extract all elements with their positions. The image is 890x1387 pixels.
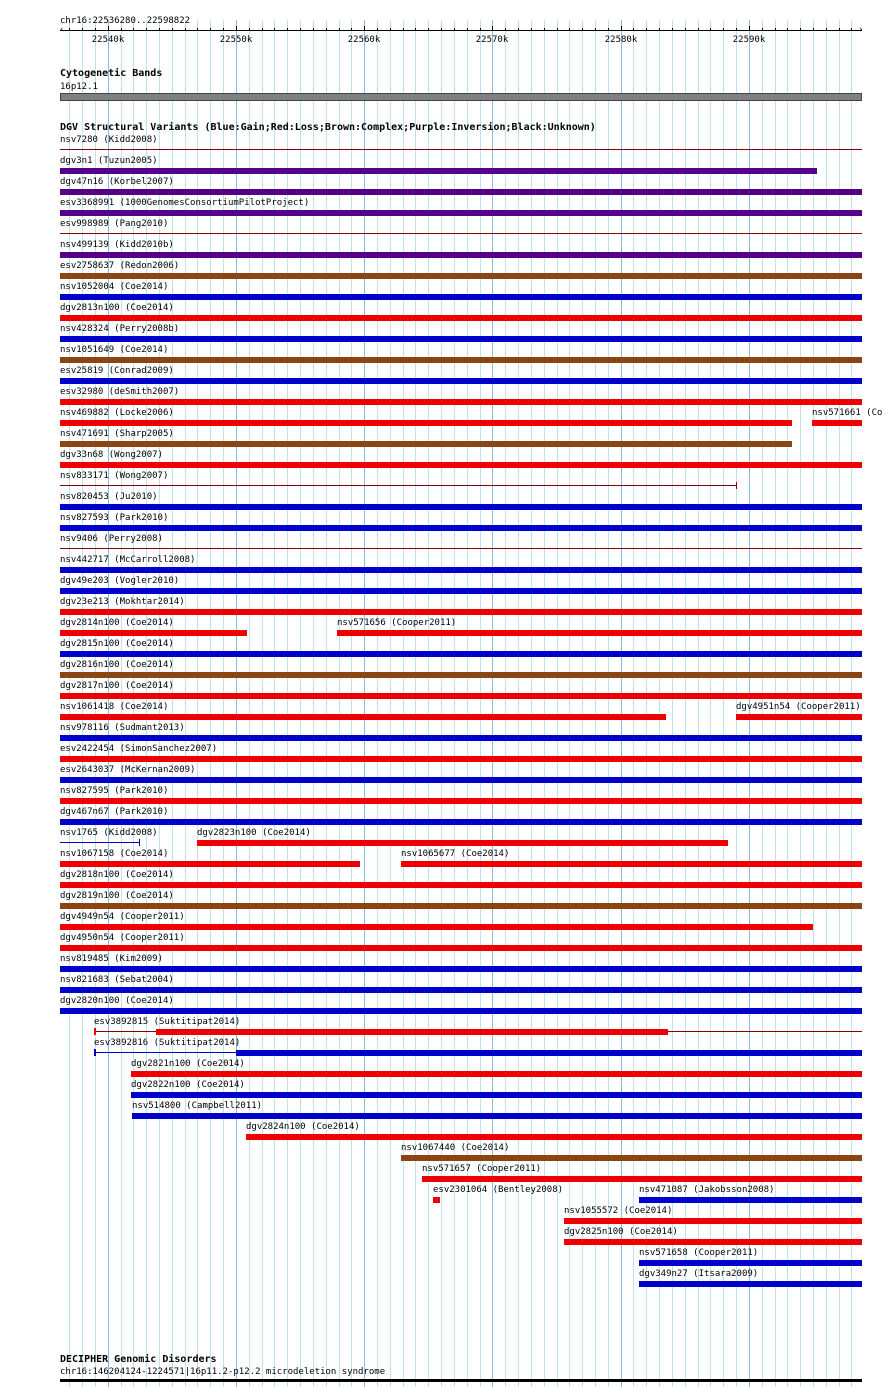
dgv-feature-bar[interactable]: [60, 861, 360, 867]
ruler-tick: [249, 28, 250, 31]
dgv-feature-bar[interactable]: [60, 1008, 862, 1014]
dgv-feature-bar[interactable]: [60, 924, 813, 930]
dgv-feature-label: nsv1052004 (Coe2014): [60, 282, 169, 292]
dgv-feature-bar[interactable]: [60, 987, 862, 993]
ruler-tick: [659, 28, 660, 31]
ruler-tick: [492, 26, 493, 31]
dgv-feature-bar[interactable]: [197, 840, 728, 846]
ruler-tick: [82, 28, 83, 31]
dgv-feature-label: nsv571656 (Cooper2011): [337, 618, 457, 628]
dgv-feature-label: dgv3n1 (Tuzun2005): [60, 156, 158, 166]
dgv-feature-label: dgv2820n100 (Coe2014): [60, 996, 174, 1006]
dgv-feature-label: nsv1051649 (Coe2014): [60, 345, 169, 355]
cytoband-track-title[interactable]: Cytogenetic Bands: [60, 68, 163, 79]
dgv-feature-label: dgv33n68 (Wong2007): [60, 450, 163, 460]
ruler-tick: [569, 28, 570, 31]
dgv-feature-label: dgv4949n54 (Cooper2011): [60, 912, 185, 922]
ruler-tick: [390, 28, 391, 31]
ruler-tick: [710, 28, 711, 31]
dgv-feature-label: dgv2819n100 (Coe2014): [60, 891, 174, 901]
ruler-tick: [146, 28, 147, 31]
ruler-tick-label: 22580k: [604, 35, 638, 45]
dgv-feature-bar[interactable]: [433, 1197, 440, 1203]
dgv-feature-label: dgv2817n100 (Coe2014): [60, 681, 174, 691]
dgv-feature-bar[interactable]: [60, 567, 862, 573]
dgv-feature-bar[interactable]: [60, 149, 862, 150]
dgv-feature-label: nsv833171 (Wong2007): [60, 471, 169, 481]
dgv-feature-bar[interactable]: [60, 294, 862, 300]
dgv-track-title[interactable]: DGV Structural Variants (Blue:Gain;Red:Loss;Brown:Complex;Purple:Inversion;Black:Unknown): [60, 122, 596, 133]
dgv-feature-start-cap[interactable]: [94, 1049, 96, 1056]
dgv-feature-bar[interactable]: [564, 1218, 862, 1224]
ruler-tick: [646, 28, 647, 31]
ruler-tick: [403, 28, 404, 31]
ruler-tick: [839, 28, 840, 31]
dgv-feature-label: esv3368991 (1000GenomesConsortiumPilotProject): [60, 198, 310, 208]
dgv-feature-label: nsv1765 (Kidd2008): [60, 828, 158, 838]
dgv-feature-label: dgv349n27 (Itsara2009): [639, 1269, 759, 1279]
ruler-tick: [287, 28, 288, 31]
dgv-feature-label: nsv514800 (Campbell2011): [132, 1101, 263, 1111]
dgv-feature-label: esv3892815 (Suktitipat2014): [94, 1017, 241, 1027]
dgv-feature-bar[interactable]: [639, 1281, 862, 1287]
dgv-feature-label: nsv571661 (Co: [812, 408, 883, 418]
dgv-feature-bar[interactable]: [60, 798, 862, 804]
ruler-baseline: [60, 30, 862, 31]
ruler-tick: [557, 28, 558, 31]
ruler-tick: [454, 28, 455, 31]
dgv-feature-label: nsv1067440 (Coe2014): [401, 1143, 510, 1153]
dgv-feature-bar[interactable]: [812, 420, 862, 426]
ruler-tick: [364, 26, 365, 31]
dgv-feature-bar[interactable]: [60, 609, 862, 615]
ruler-tick: [685, 28, 686, 31]
ruler-tick: [531, 28, 532, 31]
ruler-right-arrow-icon[interactable]: ›: [858, 25, 864, 35]
ruler-tick: [377, 28, 378, 31]
ruler-tick: [505, 28, 506, 31]
dgv-feature-label: nsv1055572 (Coe2014): [564, 1206, 673, 1216]
ruler-tick: [69, 28, 70, 31]
dgv-feature-label: nsv428324 (Perry2008b): [60, 324, 180, 334]
dgv-feature-bar[interactable]: [60, 588, 862, 594]
dgv-feature-label: dgv467n67 (Park2010): [60, 807, 169, 817]
dgv-feature-bar[interactable]: [60, 630, 247, 636]
dgv-feature-label: nsv471691 (Sharp2005): [60, 429, 174, 439]
dgv-feature-bar[interactable]: [60, 252, 862, 258]
dgv-feature-label: nsv978116 (Sudmant2013): [60, 723, 185, 733]
dgv-feature-bar[interactable]: [60, 336, 862, 342]
ruler-tick: [621, 26, 622, 31]
dgv-feature-label: nsv499139 (Kidd2010b): [60, 240, 174, 250]
dgv-feature-end-cap[interactable]: [139, 839, 140, 846]
dgv-feature-bar[interactable]: [132, 1113, 862, 1119]
ruler-tick: [121, 28, 122, 31]
dgv-feature-bar[interactable]: [736, 714, 862, 720]
dgv-feature-label: dgv2823n100 (Coe2014): [197, 828, 311, 838]
dgv-feature-bar[interactable]: [60, 462, 862, 468]
ruler-tick: [787, 28, 788, 31]
dgv-feature-label: nsv571657 (Cooper2011): [422, 1164, 542, 1174]
dgv-feature-label: dgv23e213 (Mokhtar2014): [60, 597, 185, 607]
dgv-feature-label: dgv2824n100 (Coe2014): [246, 1122, 360, 1132]
dgv-feature-bar[interactable]: [60, 903, 862, 909]
ruler-tick: [851, 28, 852, 31]
dgv-feature-bar[interactable]: [60, 378, 862, 384]
dgv-feature-bar[interactable]: [60, 651, 862, 657]
dgv-feature-bar[interactable]: [60, 735, 862, 741]
ruler-tick: [698, 28, 699, 31]
cytoband-label: 16p12.1: [60, 82, 98, 92]
ruler-tick-label: 22590k: [732, 35, 766, 45]
dgv-feature-bar[interactable]: [60, 420, 792, 426]
ruler-left-arrow-icon[interactable]: ‹: [59, 25, 65, 35]
ruler-tick: [749, 26, 750, 31]
dgv-feature-label: esv2301064 (Bentley2008): [433, 1185, 564, 1195]
dgv-feature-bar[interactable]: [639, 1197, 862, 1203]
dgv-feature-label: dgv2821n100 (Coe2014): [131, 1059, 245, 1069]
dgv-feature-bar[interactable]: [401, 1155, 862, 1161]
dgv-feature-label: nsv1061418 (Coe2014): [60, 702, 169, 712]
dgv-feature-label: nsv819485 (Kim2009): [60, 954, 163, 964]
dgv-feature-label: dgv49e203 (Vogler2010): [60, 576, 180, 586]
ruler-tick-label: 22550k: [219, 35, 253, 45]
ruler-tick: [800, 28, 801, 31]
dgv-feature-label: nsv1065677 (Coe2014): [401, 849, 510, 859]
dgv-feature-label: esv2643037 (McKernan2009): [60, 765, 196, 775]
ruler-tick: [736, 28, 737, 31]
dgv-feature-bar[interactable]: [60, 966, 862, 972]
ruler-tick: [480, 28, 481, 31]
dgv-feature-label: esv3892816 (Suktitipat2014): [94, 1038, 241, 1048]
ruler-tick: [339, 28, 340, 31]
dgv-feature-bar[interactable]: [60, 441, 792, 447]
ruler-tick: [223, 28, 224, 31]
dgv-feature-bar[interactable]: [60, 882, 862, 888]
dgv-feature-label: dgv2816n100 (Coe2014): [60, 660, 174, 670]
dgv-feature-label: dgv2822n100 (Coe2014): [131, 1080, 245, 1090]
ruler-tick: [415, 28, 416, 31]
dgv-feature-bar[interactable]: [422, 1176, 862, 1182]
ruler-tick-label: 22570k: [475, 35, 509, 45]
dgv-feature-label: nsv827593 (Park2010): [60, 513, 169, 523]
ruler-tick: [582, 28, 583, 31]
decipher-feature-label: chr16:146204124-1224571|16p11.2-p12.2 microdeletion syndrome: [60, 1367, 386, 1377]
ruler-tick: [313, 28, 314, 31]
dgv-feature-label: esv2758637 (Redon2006): [60, 261, 180, 271]
decipher-feature-bar[interactable]: [60, 1379, 862, 1382]
dgv-feature-label: dgv4951n54 (Cooper2011): [736, 702, 861, 712]
dgv-feature-bar[interactable]: [564, 1239, 862, 1245]
dgv-feature-start-cap[interactable]: [94, 1028, 96, 1035]
decipher-track-title[interactable]: DECIPHER Genomic Disorders: [60, 1354, 217, 1365]
ruler-tick: [518, 28, 519, 31]
dgv-feature-bar[interactable]: [60, 525, 862, 531]
dgv-feature-bar[interactable]: [337, 630, 862, 636]
dgv-feature-label: nsv471087 (Jakobsson2008): [639, 1185, 775, 1195]
dgv-feature-bar[interactable]: [60, 273, 862, 279]
dgv-feature-label: nsv1067158 (Coe2014): [60, 849, 169, 859]
dgv-feature-bar[interactable]: [60, 485, 737, 486]
ruler-tick: [172, 28, 173, 31]
ruler-tick: [197, 28, 198, 31]
dgv-feature-label: esv32980 (deSmith2007): [60, 387, 180, 397]
ruler-tick: [351, 28, 352, 31]
dgv-feature-bar[interactable]: [401, 861, 862, 867]
dgv-feature-label: esv25819 (Conrad2009): [60, 366, 174, 376]
dgv-feature-label: nsv442717 (McCarroll2008): [60, 555, 196, 565]
ruler-tick: [762, 28, 763, 31]
ruler-tick-label: 22540k: [91, 35, 125, 45]
ruler-tick: [274, 28, 275, 31]
dgv-feature-bar[interactable]: [639, 1260, 862, 1266]
ruler-tick: [159, 28, 160, 31]
ruler-tick-label: 22560k: [347, 35, 381, 45]
ruler-tick: [595, 28, 596, 31]
dgv-feature-bar[interactable]: [60, 504, 862, 510]
dgv-feature-bar[interactable]: [60, 357, 862, 363]
ruler-tick: [108, 26, 109, 31]
dgv-feature-label: nsv469882 (Locke2006): [60, 408, 174, 418]
dgv-feature-bar[interactable]: [60, 777, 862, 783]
dgv-feature-bar[interactable]: [60, 842, 140, 843]
dgv-feature-end-cap[interactable]: [736, 482, 737, 489]
dgv-feature-bar[interactable]: [131, 1071, 862, 1077]
ruler-tick: [326, 28, 327, 31]
ruler-tick: [210, 28, 211, 31]
dgv-feature-bar[interactable]: [60, 672, 862, 678]
ruler-tick: [95, 28, 96, 31]
ruler-tick: [428, 28, 429, 31]
dgv-feature-bar[interactable]: [236, 1050, 862, 1056]
dgv-feature-bar[interactable]: [60, 189, 862, 195]
dgv-feature-label: nsv7280 (Kidd2008): [60, 135, 158, 145]
dgv-feature-label: dgv47n16 (Korbel2007): [60, 177, 174, 187]
ruler-tick: [262, 28, 263, 31]
ruler-tick: [236, 26, 237, 31]
dgv-feature-bar[interactable]: [60, 168, 817, 174]
ruler-tick: [723, 28, 724, 31]
dgv-feature-label: nsv821683 (Sebat2004): [60, 975, 174, 985]
cytoband-bar[interactable]: [60, 93, 862, 101]
ruler-tick: [441, 28, 442, 31]
dgv-feature-label: esv998989 (Pang2010): [60, 219, 169, 229]
dgv-feature-bar[interactable]: [60, 819, 862, 825]
ruler-tick: [826, 28, 827, 31]
ruler-tick: [672, 28, 673, 31]
dgv-feature-bar[interactable]: [60, 756, 862, 762]
ruler-tick: [775, 28, 776, 31]
dgv-feature-label: nsv571658 (Cooper2011): [639, 1248, 759, 1258]
dgv-feature-bar[interactable]: [60, 233, 862, 234]
ruler-tick: [608, 28, 609, 31]
dgv-feature-bar[interactable]: [246, 1134, 862, 1140]
dgv-feature-bar[interactable]: [60, 315, 862, 321]
ruler-tick: [300, 28, 301, 31]
dgv-feature-bar[interactable]: [60, 210, 862, 216]
ruler-tick: [133, 28, 134, 31]
dgv-feature-bar[interactable]: [60, 693, 862, 699]
dgv-feature-bar[interactable]: [60, 399, 862, 405]
dgv-feature-label: dgv2813n100 (Coe2014): [60, 303, 174, 313]
dgv-feature-label: nsv820453 (Ju2010): [60, 492, 158, 502]
ruler-tick: [544, 28, 545, 31]
dgv-feature-bar[interactable]: [60, 945, 862, 951]
ruler-tick: [185, 28, 186, 31]
ruler-tick: [467, 28, 468, 31]
ruler-tick: [813, 28, 814, 31]
ruler-tick: [633, 28, 634, 31]
ruler-location: chr16:22536280..22598822: [60, 16, 191, 26]
dgv-feature-bar[interactable]: [60, 548, 862, 549]
dgv-feature-label: nsv827595 (Park2010): [60, 786, 169, 796]
dgv-feature-bar[interactable]: [60, 714, 666, 720]
dgv-feature-label: dgv2825n100 (Coe2014): [564, 1227, 678, 1237]
dgv-feature-bar[interactable]: [156, 1029, 668, 1035]
dgv-feature-label: nsv9406 (Perry2008): [60, 534, 163, 544]
dgv-feature-label: esv2422454 (SimonSanchez2007): [60, 744, 218, 754]
dgv-feature-bar[interactable]: [131, 1092, 862, 1098]
dgv-feature-label: dgv2814n100 (Coe2014): [60, 618, 174, 628]
dgv-feature-label: dgv2815n100 (Coe2014): [60, 639, 174, 649]
dgv-feature-label: dgv4950n54 (Cooper2011): [60, 933, 185, 943]
dgv-feature-label: dgv2818n100 (Coe2014): [60, 870, 174, 880]
